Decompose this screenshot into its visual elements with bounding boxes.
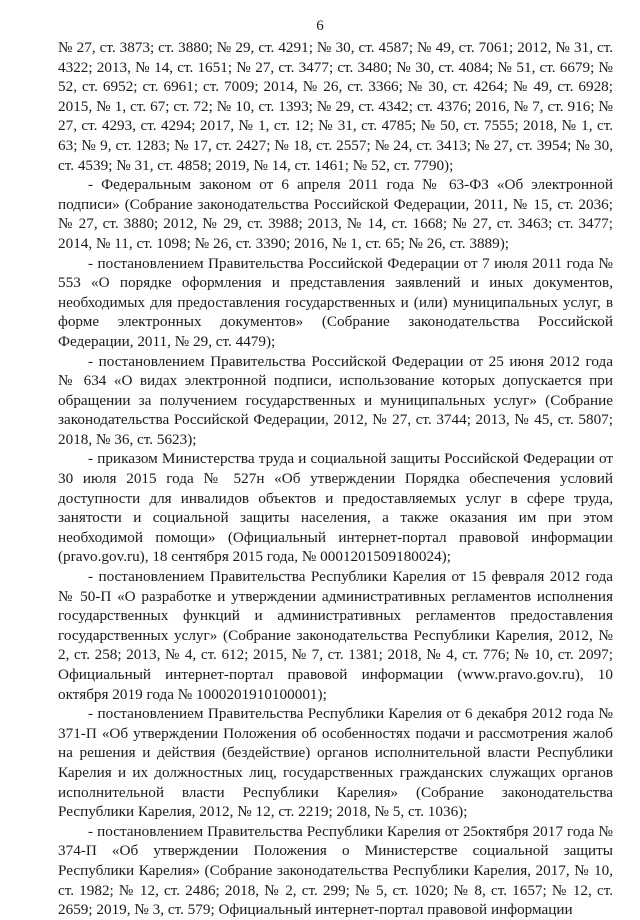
paragraph-law-63fz: - Федеральным законом от 6 апреля 2011 года № 63-ФЗ «Об электронной подписи» (Собрание законодательства Российской Федерации, 2011, № 15, ст. 2036; № 27, ст. 3880; 2012, № 29, ст. 3988; 2013, № 14, ст. 1668; № 27, ст. 3463; ст. 3477; 2014, № 11, ст. 1098; № 26, ст. 3390; 2016, № 1, ст. 65; № 26, ст. 3889);: [58, 176, 613, 252]
document-body: [58, 38, 613, 920]
paragraph-resolution-371p: - постановлением Правительства Республики Карелия от 6 декабря 2012 года № 371-П «Об утверждении Положения об особенностях подачи и рассмотрения жалоб на решения и действия (бездействие) органов исполнительной власти Республики Карелия и их должностных лиц, государственных гражданских служащих органов исполнительной власти Республики Карелия» (Собрание законодательства Республики Карелия, 2012, № 12, ст. 2219; 2018, № 5, ст. 1036);: [58, 705, 613, 821]
paragraph-resolution-634: - постановлением Правительства Российской Федерации от 25 июня 2012 года № 634 «О видах электронной подписи, использование которых допускается при обращении за получением государственных и муниципальных услуг» (Собрание законодательства Российской Федерации, 2012, № 27, ст. 3744; 2013, № 45, ст. 5807; 2018, № 36, ст. 5623);: [58, 352, 613, 448]
page-number: 6: [316, 18, 324, 34]
paragraph-resolution-553: - постановлением Правительства Российской Федерации от 7 июля 2011 года № 553 «О порядке оформления и представления заявлений и иных документов, необходимых для предоставления государственных и (или) муниципальных услуг, в форме электронных документов» (Собрание законодательства Российской Федерации, 2011, № 29, ст. 4479);: [58, 254, 613, 350]
paragraph-continuation: № 27, ст. 3873; ст. 3880; № 29, ст. 4291; № 30, ст. 4587; № 49, ст. 7061; 2012, № 31, ст. 4322; 2013, № 14, ст. 1651; № 27, ст. 3477; ст. 3480; № 30, ст. 4084; № 51, ст. 6679; № 52, ст. 6952; ст. 6961; ст. 7009; 2014, № 26, ст. 3366; № 30, ст. 4264; № 49, ст. 6928; 2015, № 1, ст. 67; ст. 72; № 10, ст. 1393; № 29, ст. 4342; ст. 4376; 2016, № 7, ст. 916; № 27, ст. 4293, ст. 4294; 2017, № 1, ст. 12; № 31, ст. 4785; № 50, ст. 7555; 2018, № 1, ст. 63; № 9, ст. 1283; № 17, ст. 2427; № 18, ст. 2557; № 24, ст. 3413; № 27, ст. 3954; № 30, ст. 4539; № 31, ст. 4858; 2019, № 14, ст. 1461; № 52, ст. 7790);: [58, 39, 613, 174]
paragraph-resolution-50p: - постановлением Правительства Республики Карелия от 15 февраля 2012 года № 50-П «О разработке и утверждении административных регламентов исполнения государственных функций и административных регламентов предоставления государственных услуг» (Собрание законодательства Республики Карелия, 2012, № 2, ст. 258; 2013, № 4, ст. 612; 2015, № 7, ст. 1381; 2018, № 4, ст. 776; № 10, ст. 2097; Официальный интернет-портал правовой информации (www.pravo.gov.ru), 10 октября 2019 года № 1000201910100001);: [58, 568, 613, 703]
paragraph-resolution-374p: - постановлением Правительства Республики Карелия от 25октября 2017 года № 374-П «Об утверждении Положения о Министерстве социальной защиты Республики Карелия» (Собрание законодательства Республики Карелия, 2017, № 10, ст. 1982; № 12, ст. 2486; 2018, № 2, ст. 299; № 5, ст. 1020; № 8, ст. 1657; № 12, ст. 2659; 2019, № 3, ст. 579; Официальный интернет-портал правовой информации: [58, 822, 613, 919]
paragraph-order-527n: - приказом Министерства труда и социальной защиты Российской Федерации от 30 июля 2015 года № 527н «Об утверждении Порядка обеспечения условий доступности для инвалидов объектов и предоставляемых услуг в сфере труда, занятости и социальной защиты населения, а также оказания им при этом необходимой помощи» (Официальный интернет-портал правовой информации (pravo.gov.ru), 18 сентября 2015 года, № 0001201509180024);: [58, 450, 613, 566]
